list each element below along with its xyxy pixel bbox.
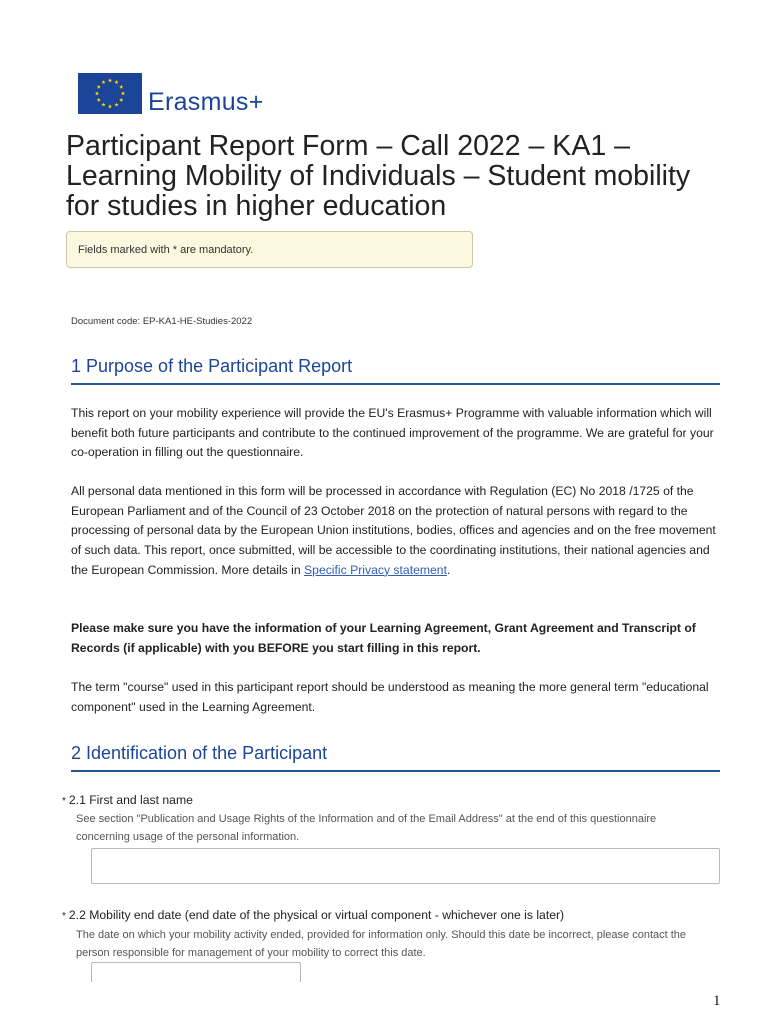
purpose-paragraph-2-end: . — [446, 562, 451, 577]
purpose-paragraph-2-text: All personal data mentioned in this form will be processed in accordance with Regulation (EC) No 2018 /1725 of the European Parliament and of the Council of 23 October 2018 on the protection of natural persons with regard to the processing of personal data by the European Union institutions, bodies, offices and agencies and on the free movement of such data. This report, once submitted, will be accessible to the coordinating institutions, their national agencies and the European Commission. More details in — [71, 484, 716, 577]
flag-star-icon — [114, 80, 118, 84]
question-help-date: The date on which your mobility activity ended, provided for information only. Should this date be incorrect, please contact the person responsible for management of your mobility to correct this date. — [76, 929, 687, 959]
eu-flag-icon — [78, 73, 142, 114]
flag-star-icon — [101, 80, 105, 84]
flag-star-icon — [101, 103, 105, 107]
page-title: Participant Report Form – Call 2022 – KA1 – Learning Mobility of Individuals – Student mobility for studies in higher education — [66, 130, 691, 222]
purpose-paragraph-1: This report on your mobility experience will provide the EU's Erasmus+ Programme with valuable information which will benefit both future participants and contribute to the continued improvement of the programme. We are grateful for your co-operation in filling out the questionnaire. — [71, 406, 714, 460]
question-help-name: See section "Publication and Usage Rights of the Information and of the Email Address" at the end of this questionnaire concerning usage of the personal information. — [76, 813, 657, 843]
flag-star-icon — [108, 78, 112, 82]
mandatory-notice — [66, 231, 473, 268]
mandatory-notice-text: Fields marked with * are mandatory. — [78, 244, 254, 256]
required-marker: * — [62, 911, 66, 922]
question-first-last-name — [62, 793, 193, 807]
flag-star-icon — [108, 104, 112, 108]
page-number: 1 — [713, 993, 721, 1009]
purpose-paragraph-4: The term "course" used in this participant report should be understood as meaning the more general term "educational component" used in the Learning Agreement. — [71, 680, 709, 714]
privacy-statement-link[interactable]: Specific Privacy statement — [304, 562, 447, 577]
flag-star-icon — [119, 98, 123, 102]
flag-star-icon — [121, 91, 125, 95]
question-label: 2.2 Mobility end date (end date of the physical or virtual component - whichever one is later) — [68, 908, 565, 922]
flag-star-icon — [97, 98, 101, 102]
logo-text: Erasmus+ — [148, 88, 264, 116]
question-mobility-end-date — [62, 908, 564, 922]
purpose-paragraph-2 — [71, 482, 726, 581]
flag-star-icon — [95, 91, 99, 95]
first-last-name-input[interactable] — [91, 848, 720, 884]
section-heading-identification: 2 Identification of the Participant — [71, 742, 720, 772]
flag-star-icon — [114, 103, 118, 107]
section-heading-purpose: 1 Purpose of the Participant Report — [71, 355, 720, 385]
flag-star-icon — [119, 85, 123, 89]
purpose-paragraph-3: Please make sure you have the information of your Learning Agreement, Grant Agreement and Transcript of Records (if applicable) with you BEFORE you start filling in this report. — [71, 621, 696, 655]
required-marker: * — [62, 796, 66, 807]
document-code: Document code: EP-KA1-HE-Studies-2022 — [71, 316, 253, 327]
flag-star-icon — [97, 85, 101, 89]
mobility-end-date-input[interactable] — [91, 962, 301, 982]
erasmus-logo — [78, 73, 298, 117]
question-label: 2.1 First and last name — [68, 793, 193, 807]
